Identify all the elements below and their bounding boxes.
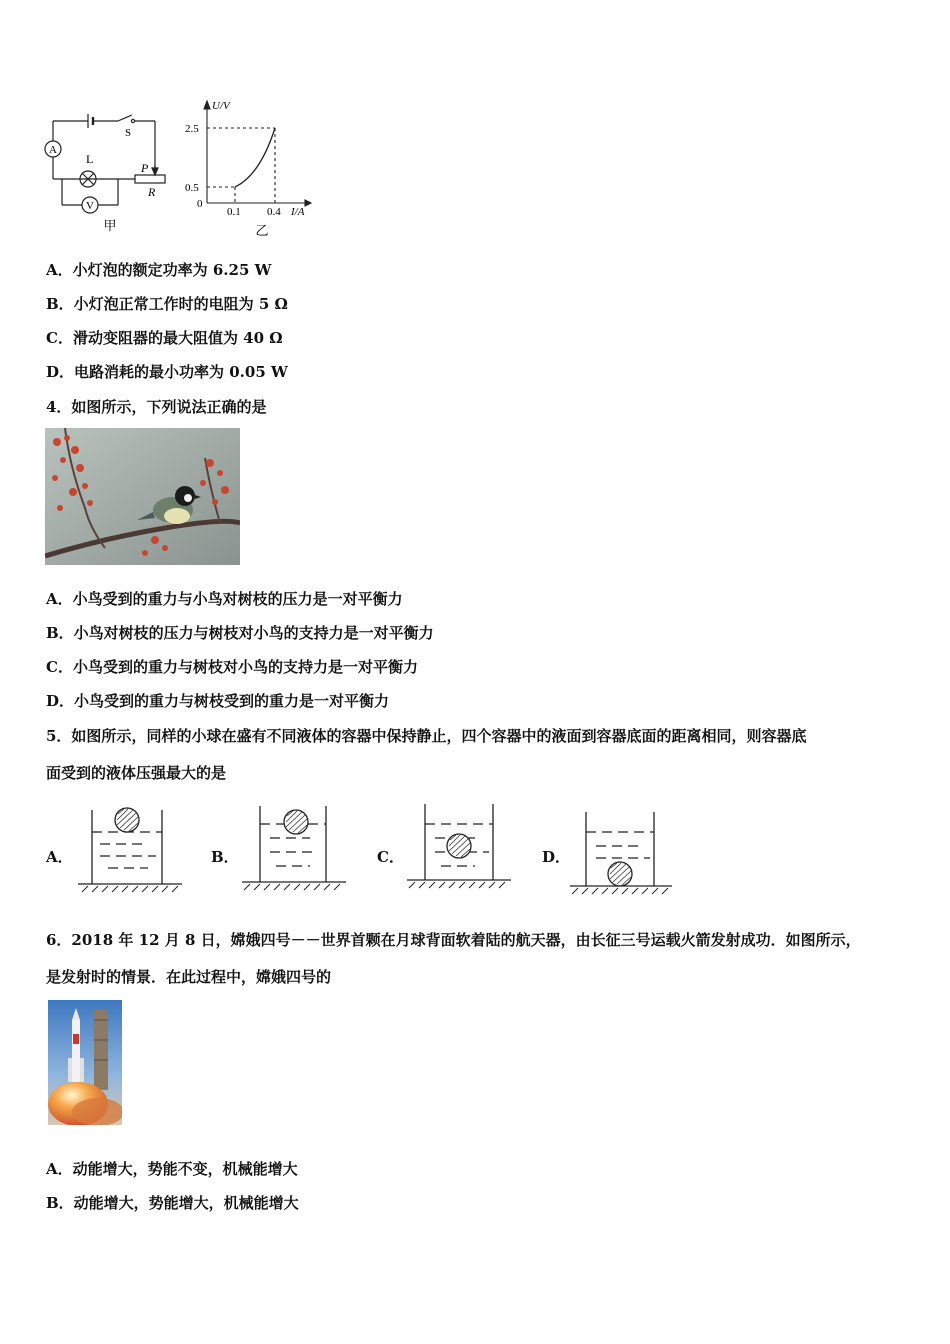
x-axis-label: I/A <box>291 206 305 218</box>
q3-option-a: A．小灯泡的额定功率为 6.25 W <box>46 261 272 279</box>
ball-b <box>284 810 308 834</box>
q5-label-c: C． <box>377 848 404 866</box>
container-c <box>405 800 515 895</box>
y-tick-top: 2.5 <box>185 123 199 135</box>
container-d <box>568 800 678 895</box>
bird-photo <box>45 428 240 565</box>
container-a <box>78 800 188 895</box>
q3-option-b: B．小灯泡正常工作时的电阻为 5 Ω <box>46 295 288 313</box>
q5-stem-line1: 5．如图所示，同样的小球在盛有不同液体的容器中保持静止，四个容器中的液面到容器底面的距离相同，则容器底 <box>46 727 807 745</box>
q5-stem-line2: 面受到的液体压强最大的是 <box>46 764 227 782</box>
slider-label: P <box>141 161 149 175</box>
q5-label-a: A． <box>46 848 73 866</box>
q3-option-d: D．电路消耗的最小功率为 0.05 W <box>46 363 288 381</box>
switch-label: S <box>125 127 132 139</box>
u-i-curve <box>235 128 275 187</box>
lamp-label: L <box>86 152 94 166</box>
q4-option-a: A．小鸟受到的重力与小鸟对树枝的压力是一对平衡力 <box>46 590 403 608</box>
q4-option-c: C．小鸟受到的重力与树枝对小鸟的支持力是一对平衡力 <box>46 658 418 676</box>
q4-stem: 4．如图所示，下列说法正确的是 <box>46 398 267 416</box>
container-b <box>240 800 350 895</box>
x-tick-2: 0.4 <box>267 206 281 218</box>
q5-label-d: D． <box>542 848 571 866</box>
ammeter-label: A <box>49 144 57 156</box>
graph-caption: 乙 <box>255 223 269 238</box>
y-tick-low: 0.5 <box>185 182 199 194</box>
q3-option-c: C．滑动变阻器的最大阻值为 40 Ω <box>46 329 283 347</box>
q6-stem-line1: 6．2018 年 12 月 8 日，嫦娥四号－－世界首颗在月球背面软着陆的航天器，由长征三号运载火箭发射成功．如图所示， <box>46 931 861 949</box>
origin-label: 0 <box>197 198 203 210</box>
q6-option-a: A．动能增大，势能不变，机械能增大 <box>46 1160 298 1178</box>
q6-option-b: B．动能增大，势能增大，机械能增大 <box>46 1194 299 1212</box>
rocket-launch-photo <box>48 1000 122 1125</box>
x-tick-1: 0.1 <box>227 206 241 218</box>
voltmeter-label: V <box>86 200 94 212</box>
u-i-graph <box>185 95 315 240</box>
y-axis-label: U/V <box>212 100 230 112</box>
ball-c <box>447 834 471 858</box>
q5-label-b: B． <box>211 848 239 866</box>
ball-d <box>608 862 632 886</box>
circuit-diagram <box>40 105 180 240</box>
q4-option-d: D．小鸟受到的重力与树枝受到的重力是一对平衡力 <box>46 692 390 710</box>
rheostat-label: R <box>148 185 156 199</box>
q4-option-b: B．小鸟对树枝的压力与树枝对小鸟的支持力是一对平衡力 <box>46 624 434 642</box>
q6-stem-line2: 是发射时的情景．在此过程中，嫦娥四号的 <box>46 968 332 986</box>
ball-a <box>115 808 139 832</box>
circuit-caption: 甲 <box>103 218 117 233</box>
